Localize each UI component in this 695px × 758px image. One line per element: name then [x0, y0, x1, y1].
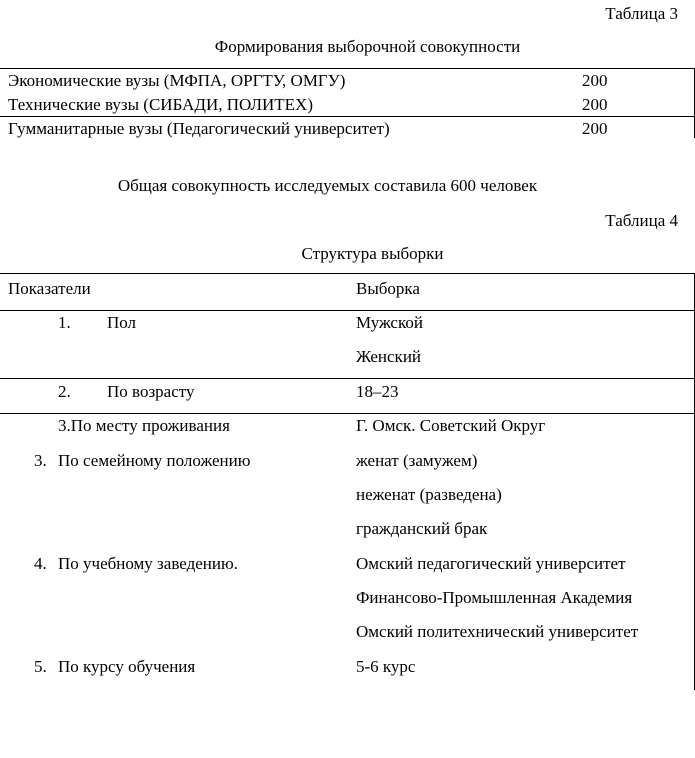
table3-row-value: 200	[582, 95, 608, 114]
table3-row-name: Технические вузы (СИБАДИ, ПОЛИТЕХ)	[8, 95, 313, 114]
row-indicator: По возрасту	[107, 382, 195, 401]
row-value: Финансово-Промышленная Академия	[356, 588, 633, 607]
row-number: 4.	[34, 554, 47, 573]
table3-row-value: 200	[582, 71, 608, 90]
table3-top-border	[0, 68, 695, 69]
row-value: Г. Омск. Советский Округ	[356, 416, 546, 435]
table3-row-name: Экономические вузы (МФПА, ОРГТУ, ОМГУ)	[8, 71, 346, 90]
row-indicator: По курсу обучения	[58, 657, 196, 676]
table3-row-divider	[0, 116, 695, 117]
table3-row-value: 200	[582, 119, 608, 138]
row-value: 5-6 курс	[356, 657, 416, 676]
row-indicator: По семейному положению	[58, 451, 251, 470]
row-number: 5.	[34, 657, 47, 676]
summary-text: Общая совокупность исследуемых составила 600 человек	[117, 176, 538, 195]
table4-header-indicator: Показатели	[8, 279, 91, 298]
row-value: Омский политехнический университет	[356, 622, 639, 641]
row-value: неженат (разведена)	[356, 485, 502, 504]
row-value: гражданский брак	[356, 519, 488, 538]
row-number: 3.	[34, 451, 47, 470]
row-value: 18–23	[356, 382, 399, 401]
table4-header-divider	[0, 310, 695, 311]
row-indicator: 3.По месту проживания	[58, 416, 230, 435]
table4-top-border	[0, 273, 695, 274]
row-value: Женский	[356, 347, 422, 366]
table4-title: Структура выборки	[301, 244, 444, 263]
row-number: 1.	[58, 313, 71, 332]
table4-row-divider	[0, 413, 695, 414]
table4-row-divider	[0, 378, 695, 379]
table3-label: Таблица 3	[605, 4, 678, 23]
row-value: Мужской	[356, 313, 423, 332]
row-number: 2.	[58, 382, 71, 401]
table4-header-sample: Выборка	[356, 279, 420, 298]
table3-title: Формирования выборочной совокупности	[214, 37, 521, 56]
row-indicator: Пол	[107, 313, 137, 332]
table3-row-name: Гумманитарные вузы (Педагогический университет)	[8, 119, 390, 138]
row-value: женат (замужем)	[356, 451, 478, 470]
row-value: Омский педагогический университет	[356, 554, 626, 573]
row-indicator: По учебному заведению.	[58, 554, 238, 573]
table4-label: Таблица 4	[605, 211, 678, 230]
